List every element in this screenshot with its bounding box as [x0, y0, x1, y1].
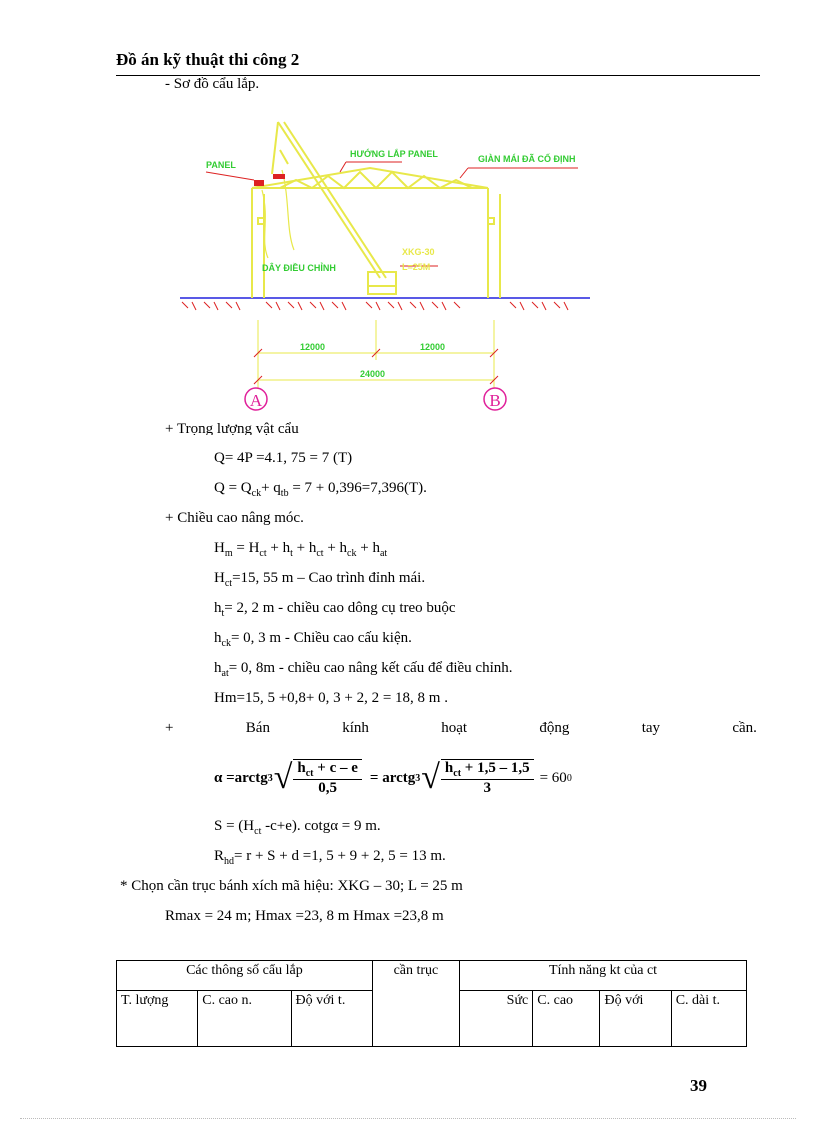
label-direction: HƯỚNG LẮP PANEL [350, 149, 438, 159]
bottom-border [20, 1118, 796, 1119]
label-panel: PANEL [206, 160, 236, 170]
label-crane-model: XKG-30 [402, 247, 435, 257]
radius-word: cần. [732, 720, 757, 736]
table-header-crane-features: Tính năng kt của ct [460, 961, 747, 991]
leader-lines [206, 162, 578, 266]
table-header-crane: cần trục [372, 961, 459, 1047]
q2-line: $Q = Q_{ck}+ q_{tb} = 7 + 0,396=7,396(T)$. [214, 480, 427, 499]
radius-word: + [165, 720, 174, 736]
hm-value-line: Hm=15, 5 +0,8+ 0, 3 + 2, 2 = 18, 8 m . [214, 690, 448, 706]
page-header-title: Đồ án kỹ thuật thi công 2 [116, 50, 300, 69]
ground-hatch [182, 302, 568, 310]
radius-heading [165, 720, 757, 737]
table-cell: T. lượng [117, 991, 198, 1047]
crane-choice-line: * Chọn cần trục bánh xích mã hiệu: XKG – 30; L = 25 m [120, 878, 463, 894]
page-number: 39 [690, 1076, 707, 1095]
diagram-caption: - Sơ đồ cẩu lắp. [165, 76, 260, 92]
ht-line: $h_t= 2$, 2 m - chiều cao dông cụ treo buộc [214, 600, 456, 619]
axis-a-label: A [249, 391, 263, 410]
hct-line: $H_{ct}=15$, 55 m – Cao trình đỉnh mái. [214, 570, 426, 589]
dim-right: 12000 [420, 342, 446, 352]
table-header-lifting-params: Các thông số cẩu lắp [117, 961, 373, 991]
rmax-line: Rmax = 24 m; Hmax =23, 8 m Hmax =23,8 m [165, 908, 444, 924]
radius-word: động [539, 720, 570, 736]
dim-left: 12000 [300, 342, 326, 352]
table-cell: Độ với t. [291, 991, 372, 1047]
weight-heading: + Trọng lượng vật cẩu [165, 421, 299, 435]
q1-line: Q= 4P =4.1, 75 = 7 (T) [214, 450, 353, 466]
radius-word: kính [342, 720, 369, 736]
alpha-formula: α =arctg 3 √ $\frac{h_{ct} + c - e}{0,5}$ = arctg 3 √ $\frac{h_{ct} + 1,5 - 1,5}{3}$ = 60 0 [214, 759, 572, 796]
radius-word: Bán [245, 720, 270, 736]
label-cable: DÂY ĐIỀU CHỈNH [262, 263, 336, 273]
axis-b-label: B [489, 391, 501, 410]
s-line: $S = (H_{ct}$ -c+e). cotgα = 9 m. [214, 818, 381, 837]
parameters-table [116, 960, 747, 1047]
hm-formula: $H_m = H_{ct} + h_t + h_{ct} + h_{ck} + h_{at}$ [214, 540, 388, 559]
dimension-lines [258, 320, 494, 400]
crane-erection-diagram [170, 110, 610, 420]
radius-word: tay [641, 720, 661, 736]
label-crane-length: L=25M [402, 262, 431, 272]
table-cell: Sức [460, 991, 533, 1047]
label-truss: GIÀN MÁI ĐÃ CỐ ĐỊNH [478, 154, 576, 164]
table-cell: Độ với [600, 991, 671, 1047]
height-heading: + Chiều cao nâng móc. [165, 510, 304, 526]
dim-total: 24000 [360, 369, 386, 379]
hck-line: $h_{ck}= 0$, 3 m - Chiều cao cấu kiện. [214, 630, 412, 649]
table-cell: C. dài t. [671, 991, 746, 1047]
table-cell: C. cao [533, 991, 600, 1047]
radius-word: hoạt [441, 720, 468, 736]
panel-lifted-mark [273, 174, 285, 179]
table-cell: C. cao n. [198, 991, 291, 1047]
panel-mark [254, 180, 264, 186]
hat-line: $h_{at}= 0$, 8m - chiều cao nâng kết cấu để điều chỉnh. [214, 660, 513, 679]
r-line: $R_{hd}= r + S + d =1$, 5 + 9 + 2, 5 = 13 m. [214, 848, 446, 867]
